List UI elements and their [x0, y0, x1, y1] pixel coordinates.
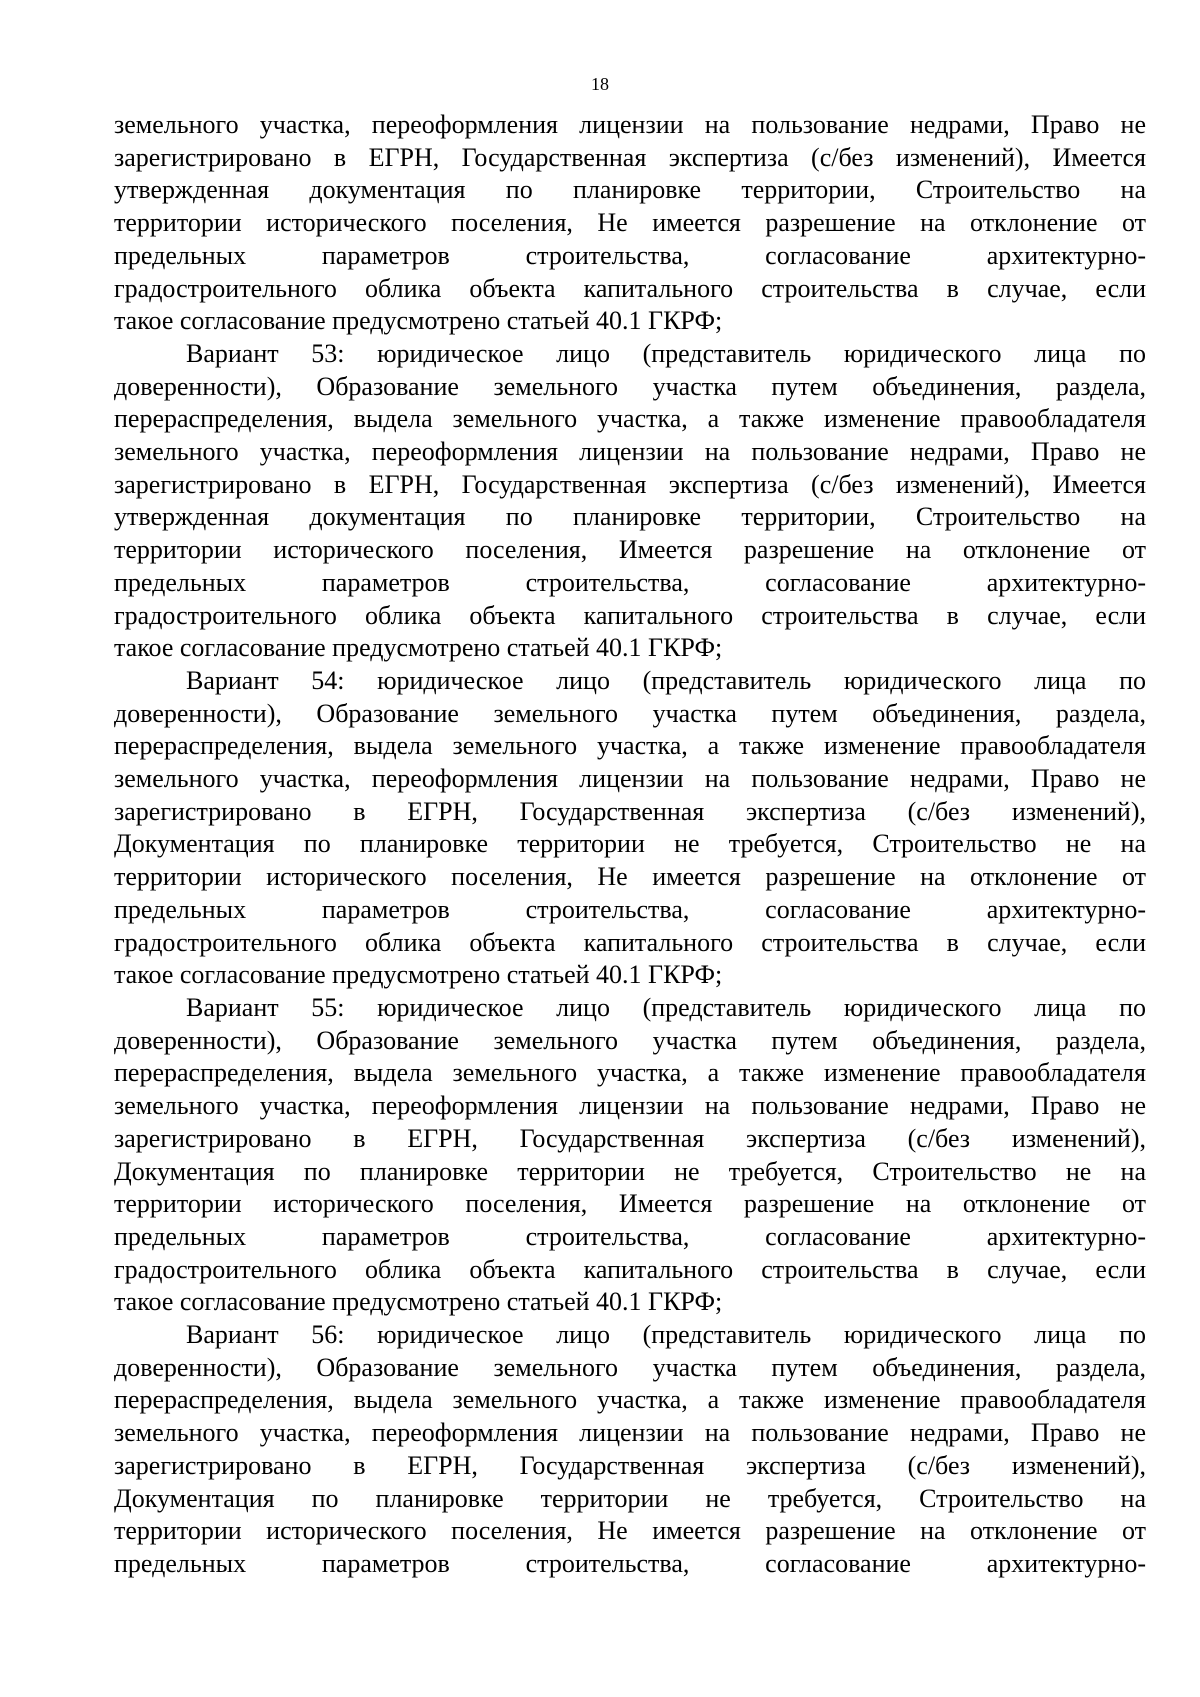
- paragraph: [114, 109, 1146, 338]
- text-line: перераспределения, выдела земельного участка, а также изменение правообладателя: [114, 404, 1146, 434]
- text-line: предельных параметров строительства, согласование архитектурно-: [114, 240, 1146, 270]
- paragraph: [114, 1319, 1146, 1581]
- text-line: территории исторического поселения, Имеется разрешение на отклонение от: [114, 535, 1146, 565]
- text-line: земельного участка, переоформления лицензии на пользование недрами, Право не: [114, 110, 1146, 139]
- text-line: территории исторического поселения, Не имеется разрешение на отклонение от: [114, 862, 1146, 892]
- text-line: Документация по планировке территории не требуется, Строительство не на: [114, 1156, 1146, 1186]
- text-line: земельного участка, переоформления лицензии на пользование недрами, Право не: [114, 437, 1146, 467]
- text-line: зарегистрировано в ЕГРН, Государственная экспертиза (с/без изменений), Имеется: [114, 142, 1146, 172]
- text-line: территории исторического поселения, Имеется разрешение на отклонение от: [114, 1189, 1146, 1219]
- text-line: перераспределения, выдела земельного участка, а также изменение правообладателя: [114, 731, 1146, 761]
- text-line: такое согласование предусмотрено статьей 40.1 ГКРФ;: [114, 960, 723, 990]
- text-line: доверенности), Образование земельного участка путем объединения, раздела,: [114, 371, 1146, 401]
- page-number: 18: [591, 74, 609, 94]
- text-line: утвержденная документация по планировке территории, Строительство на: [114, 175, 1146, 205]
- text-line: такое согласование предусмотрено статьей 40.1 ГКРФ;: [114, 306, 723, 336]
- text-line: земельного участка, переоформления лицензии на пользование недрами, Право не: [114, 764, 1146, 794]
- paragraph: [114, 665, 1146, 992]
- text-line: Документация по планировке территории не требуется, Строительство на: [114, 1483, 1146, 1513]
- text-line: земельного участка, переоформления лицензии на пользование недрами, Право не: [114, 1418, 1146, 1448]
- text-line: предельных параметров строительства, согласование архитектурно-: [114, 1221, 1146, 1251]
- document-body: [114, 109, 1146, 1581]
- text-line: зарегистрировано в ЕГРН, Государственная экспертиза (с/без изменений), Имеется: [114, 469, 1146, 499]
- text-line: предельных параметров строительства, согласование архитектурно-: [114, 894, 1146, 924]
- text-line: территории исторического поселения, Не имеется разрешение на отклонение от: [114, 208, 1146, 238]
- text-line: Вариант 54: юридическое лицо (представитель юридического лица по: [186, 665, 1146, 695]
- text-line: перераспределения, выдела земельного участка, а также изменение правообладателя: [114, 1385, 1146, 1415]
- text-line: перераспределения, выдела земельного участка, а также изменение правообладателя: [114, 1058, 1146, 1088]
- text-line: такое согласование предусмотрено статьей 40.1 ГКРФ;: [114, 633, 723, 663]
- text-line: градостроительного облика объекта капитального строительства в случае, если: [114, 273, 1146, 303]
- text-line: такое согласование предусмотрено статьей 40.1 ГКРФ;: [114, 1287, 723, 1317]
- text-line: градостроительного облика объекта капитального строительства в случае, если: [114, 927, 1146, 957]
- text-line: Вариант 53: юридическое лицо (представитель юридического лица по: [186, 338, 1146, 368]
- text-line: Вариант 55: юридическое лицо (представитель юридического лица по: [186, 992, 1146, 1022]
- text-line: градостроительного облика объекта капитального строительства в случае, если: [114, 600, 1146, 630]
- text-line: Вариант 56: юридическое лицо (представитель юридического лица по: [186, 1320, 1146, 1350]
- text-line: зарегистрировано в ЕГРН, Государственная экспертиза (с/без изменений),: [114, 1123, 1146, 1153]
- text-line: предельных параметров строительства, согласование архитектурно-: [114, 1548, 1146, 1578]
- text-line: зарегистрировано в ЕГРН, Государственная экспертиза (с/без изменений),: [114, 796, 1146, 826]
- paragraph: [114, 338, 1146, 665]
- paragraph: [114, 992, 1146, 1319]
- text-line: градостроительного облика объекта капитального строительства в случае, если: [114, 1254, 1146, 1284]
- text-line: территории исторического поселения, Не имеется разрешение на отклонение от: [114, 1516, 1146, 1546]
- text-line: Документация по планировке территории не требуется, Строительство не на: [114, 829, 1146, 859]
- text-line: доверенности), Образование земельного участка путем объединения, раздела,: [114, 1025, 1146, 1055]
- text-line: зарегистрировано в ЕГРН, Государственная экспертиза (с/без изменений),: [114, 1450, 1146, 1480]
- text-line: утвержденная документация по планировке территории, Строительство на: [114, 502, 1146, 532]
- text-line: предельных параметров строительства, согласование архитектурно-: [114, 567, 1146, 597]
- text-line: земельного участка, переоформления лицензии на пользование недрами, Право не: [114, 1091, 1146, 1121]
- text-line: доверенности), Образование земельного участка путем объединения, раздела,: [114, 698, 1146, 728]
- text-line: доверенности), Образование земельного участка путем объединения, раздела,: [114, 1352, 1146, 1382]
